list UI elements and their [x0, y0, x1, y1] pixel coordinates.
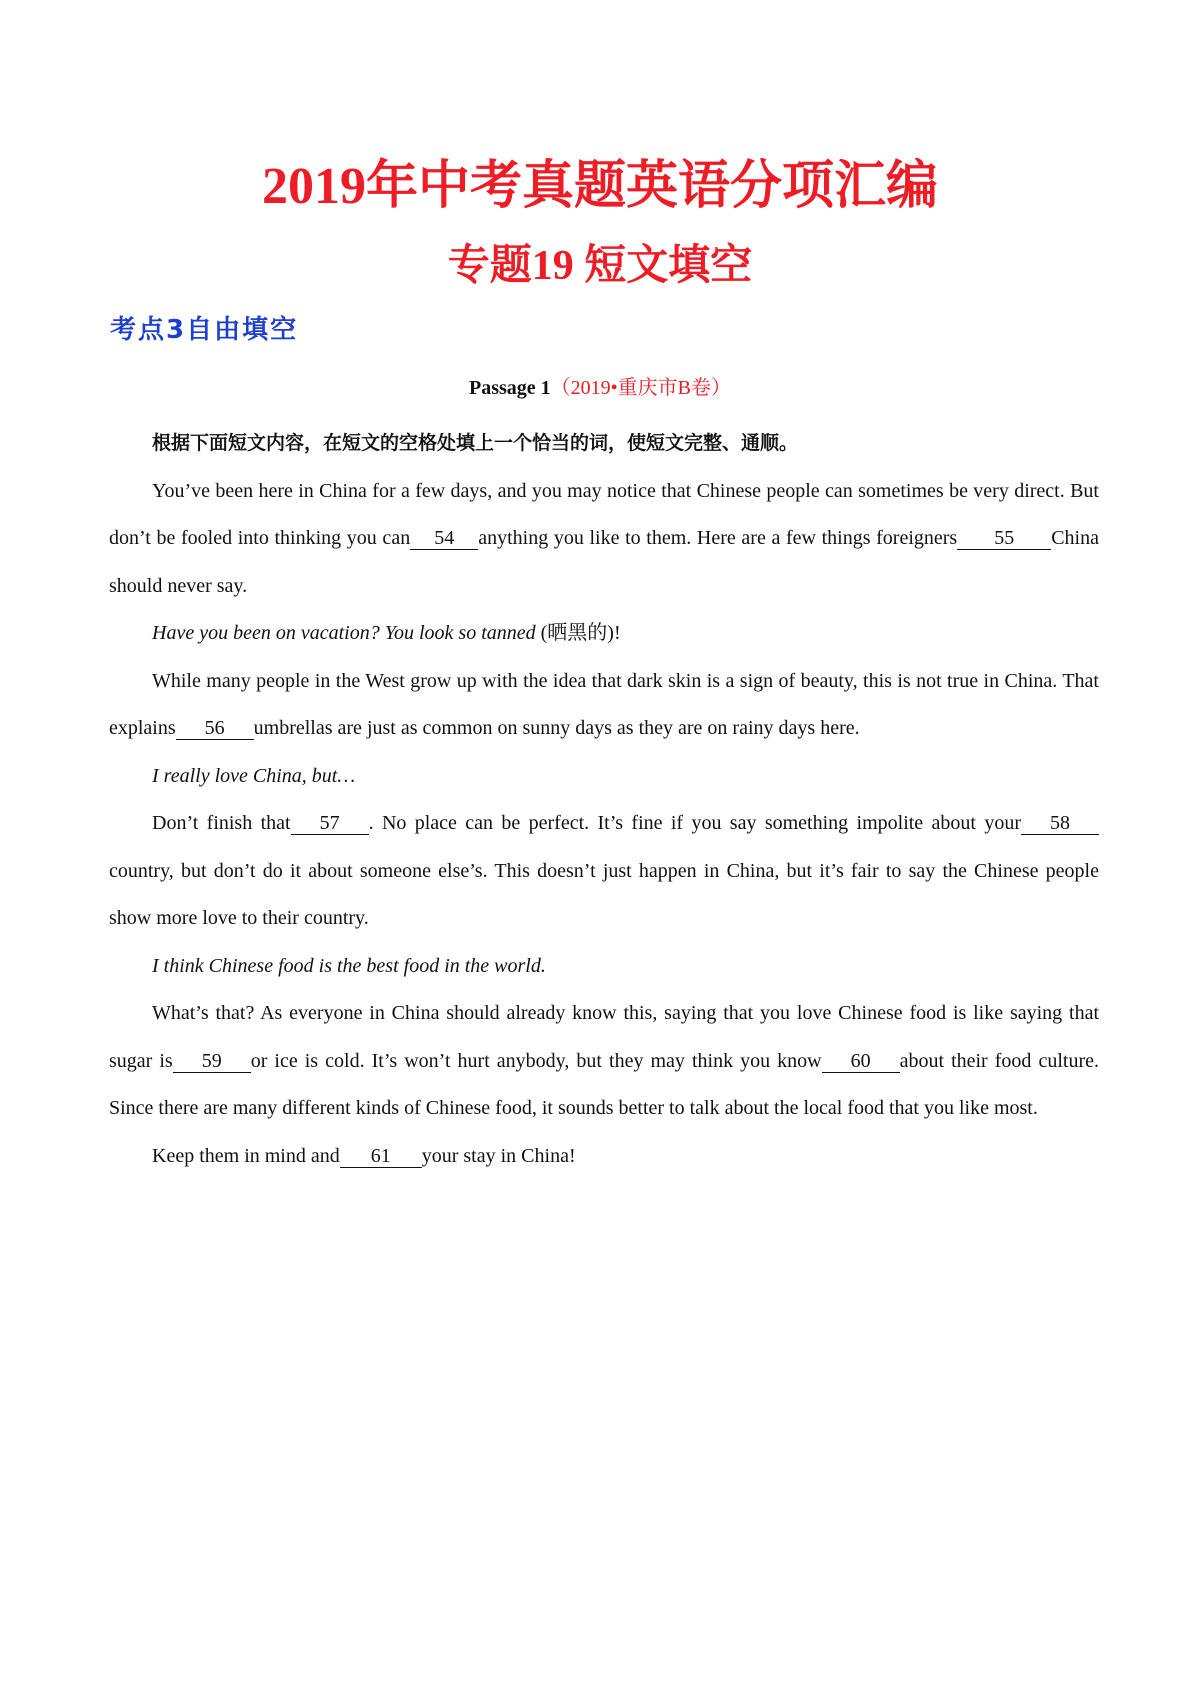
passage-header	[0, 374, 1200, 402]
paragraph-1-text-b: anything you like to them. Here are a few things foreigners	[478, 527, 958, 549]
paragraph-6	[109, 943, 1099, 991]
blank-59: 59	[173, 1050, 251, 1073]
paragraph-7-text-c: about their food culture. Since there are many different kinds of Chinese food, it sounds better to talk about the local food that you like most.	[109, 1049, 1099, 1119]
paragraph-6-italic: I think Chinese food is the best food in the world.	[152, 954, 546, 977]
paragraph-3-text-b: umbrellas are just as common on sunny days as they are on rainy days here.	[253, 717, 860, 739]
paragraph-3	[109, 658, 1099, 753]
paragraph-3-text-a: While many people in the West grow up with the idea that dark skin is a sign of beauty, this is not true in China. That explains	[109, 669, 1099, 739]
paragraph-4	[109, 753, 1099, 801]
paragraph-7	[109, 990, 1099, 1133]
passage-source: （2019•重庆市B卷）	[550, 377, 731, 399]
paragraph-1	[109, 468, 1099, 611]
blank-56: 56	[176, 717, 254, 740]
paragraph-5	[109, 800, 1099, 943]
paragraph-4-italic: I really love China, but…	[152, 764, 356, 787]
passage-body	[109, 420, 1099, 1180]
paragraph-2	[109, 610, 1099, 658]
paragraph-5-text-c: country, but don’t do it about someone else’s. This doesn’t just happen in China, but it’s fair to say the Chinese people show more love to their country.	[109, 859, 1099, 929]
paragraph-8-text-a: Keep them in mind and	[152, 1144, 340, 1167]
blank-58: 58	[1021, 812, 1099, 835]
paragraph-2-italic: Have you been on vacation? You look so tanned	[152, 622, 536, 644]
document-subtitle: 专题19 短文填空	[447, 243, 753, 289]
blank-54: 54	[410, 527, 478, 550]
blank-57: 57	[291, 812, 369, 835]
paragraph-8	[109, 1133, 1099, 1181]
passage-label: Passage 1	[468, 377, 551, 399]
paragraph-8-text-b: your stay in China!	[421, 1144, 576, 1167]
document-title: 2019年中考真题英语分项汇编	[261, 158, 938, 215]
blank-55: 55	[957, 527, 1051, 550]
paragraph-1-text-a: You’ve been here in China for a few days, and you may notice that Chinese people can sometimes be very direct. But don’t be fooled into thinking you can	[109, 479, 1099, 549]
paragraph-7-text-b: or ice is cold. It’s won’t hurt anybody, but they may think you know	[250, 1049, 822, 1072]
blank-61: 61	[340, 1145, 422, 1168]
paragraph-5-text-b: . No place can be perfect. It’s fine if you say something impolite about your	[368, 812, 1021, 834]
paragraph-5-text-a: Don’t finish that	[152, 812, 291, 834]
instruction-text: 根据下面短文内容，在短文的空格处填上一个恰当的词，使短文完整、通顺。	[152, 432, 799, 454]
paragraph-2-rest: (晒黑的)!	[535, 622, 621, 644]
blank-60: 60	[822, 1050, 900, 1073]
section-heading: 考点3自由填空	[110, 315, 299, 345]
paragraph-1-text-c: China should never say.	[109, 527, 1099, 597]
paragraph-7-text-a: What’s that? As everyone in China should already know this, saying that you love Chinese food is like saying that sugar is	[109, 1002, 1099, 1072]
